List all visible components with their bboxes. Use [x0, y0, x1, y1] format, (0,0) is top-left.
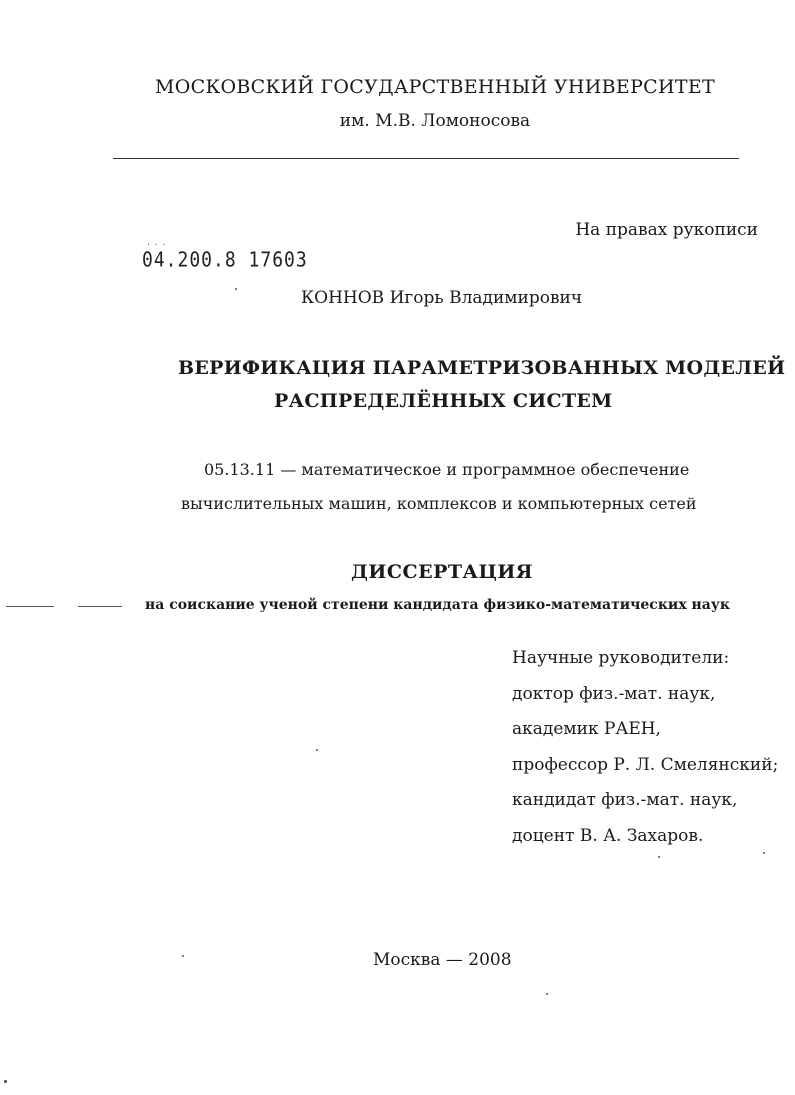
- scan-artifact-line: [6, 606, 54, 607]
- thesis-title-line-2: РАСПРЕДЕЛЁННЫХ СИСТЕМ: [274, 390, 613, 412]
- author-name: КОННОВ Игорь Владимирович: [301, 288, 583, 308]
- specialty-line-1: 05.13.11 — математическое и программное обеспечение: [204, 460, 690, 479]
- manuscript-note: На правах рукописи: [575, 220, 758, 240]
- scan-speck: [235, 288, 237, 290]
- supervisor-line: академик РАЕН,: [512, 719, 661, 740]
- place-and-year: Москва — 2008: [373, 950, 512, 970]
- scan-speck: [546, 993, 548, 995]
- specialty-line-2: вычислительных машин, комплексов и компьютерных сетей: [181, 494, 697, 513]
- scan-speck: [316, 749, 318, 751]
- stamp-marks: . . .: [147, 238, 167, 248]
- scan-speck: [763, 852, 765, 854]
- document-type: ДИССЕРТАЦИЯ: [351, 561, 534, 583]
- supervisor-line: доцент В. А. Захаров.: [512, 825, 704, 846]
- scan-speck: [4, 1080, 7, 1083]
- registration-stamp: 04.200.8 17603: [142, 248, 308, 273]
- scan-artifact-line: [78, 606, 122, 607]
- scan-speck: [658, 856, 660, 858]
- scan-speck: [182, 955, 184, 957]
- supervisors-heading: Научные руководители:: [512, 648, 730, 668]
- university-name: МОСКОВСКИЙ ГОСУДАРСТВЕННЫЙ УНИВЕРСИТЕТ: [155, 76, 715, 98]
- thesis-title-line-1: ВЕРИФИКАЦИЯ ПАРАМЕТРИЗОВАННЫХ МОДЕЛЕЙ: [178, 357, 786, 379]
- supervisor-line: доктор физ.-мат. наук,: [512, 683, 716, 704]
- supervisor-line: кандидат физ.-мат. наук,: [512, 790, 738, 811]
- header-rule: [113, 158, 739, 159]
- degree-line: на соискание ученой степени кандидата физико-математических наук: [145, 597, 730, 613]
- supervisors-block: [512, 647, 778, 861]
- university-named-after: им. М.В. Ломоносова: [339, 111, 531, 131]
- supervisor-line: профессор Р. Л. Смелянский;: [512, 754, 779, 775]
